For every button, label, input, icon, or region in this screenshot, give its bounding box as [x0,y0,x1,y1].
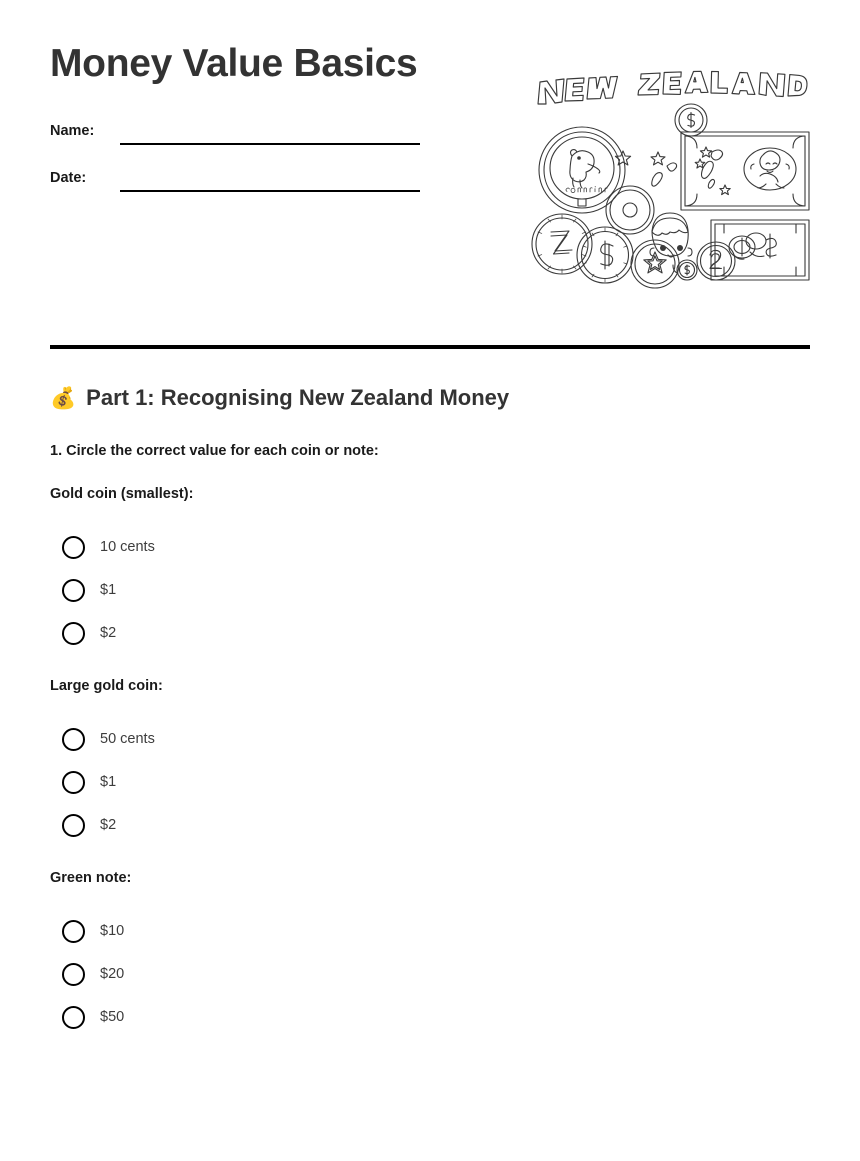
small-dollar-coin-top [675,104,707,136]
name-input-line[interactable] [120,143,420,145]
section-divider-rule [50,345,810,349]
option-row[interactable] [62,807,810,843]
question-group-large-gold-coin [50,678,810,843]
name-field-label: Name: [50,123,95,140]
option-list [50,913,810,1035]
option-label: $2 [100,817,117,834]
option-label: $50 [100,1009,125,1026]
radio-circle-icon[interactable] [62,771,85,794]
option-list [50,529,810,651]
option-label: 50 cents [100,731,155,748]
date-input-line[interactable] [120,190,420,192]
star-coin [631,240,679,288]
page-title: Money Value Basics [50,42,418,85]
child-face [650,213,692,273]
option-label: $1 [100,774,117,791]
radio-circle-icon[interactable] [62,728,85,751]
date-field-label: Date: [50,170,87,187]
money-bag-icon: 💰 [50,386,77,410]
question-group-gold-coin-smallest [50,486,810,651]
radio-circle-icon[interactable] [62,579,85,602]
tiny-dollar-coin [677,260,697,280]
option-label: $2 [100,625,117,642]
worksheet-body [50,385,810,1035]
radio-circle-icon[interactable] [62,963,85,986]
radio-circle-icon[interactable] [62,622,85,645]
option-row[interactable] [62,721,810,757]
option-row[interactable] [62,999,810,1035]
option-row[interactable] [62,572,810,608]
option-label: $20 [100,966,125,983]
option-list [50,721,810,843]
nz-islands-sketch [652,163,677,186]
banner-new-zealand-text [538,71,807,104]
question-1-prompt: 1. Circle the correct value for each coin or note: [50,443,379,460]
part1-heading-text: Part 1: Recognising New Zealand Money [86,385,510,410]
new-zealand-money-illustration [520,52,816,296]
part1-heading [50,385,810,411]
ring-coin [606,186,654,234]
option-label: $1 [100,582,117,599]
group-label: Large gold coin: [50,678,163,695]
banknote-large [681,132,809,210]
group-label: Green note: [50,870,132,887]
radio-circle-icon[interactable] [62,1006,85,1029]
banknote-small [711,220,809,280]
option-row[interactable] [62,615,810,651]
option-label: 10 cents [100,539,155,556]
option-row[interactable] [62,913,810,949]
question-group-green-note [50,870,810,1035]
z-coin [532,214,592,274]
radio-circle-icon[interactable] [62,920,85,943]
option-row[interactable] [62,529,810,565]
radio-circle-icon[interactable] [62,814,85,837]
option-row[interactable] [62,956,810,992]
radio-circle-icon[interactable] [62,536,85,559]
option-row[interactable] [62,764,810,800]
option-label: $10 [100,923,125,940]
group-label: Gold coin (smallest): [50,486,194,503]
